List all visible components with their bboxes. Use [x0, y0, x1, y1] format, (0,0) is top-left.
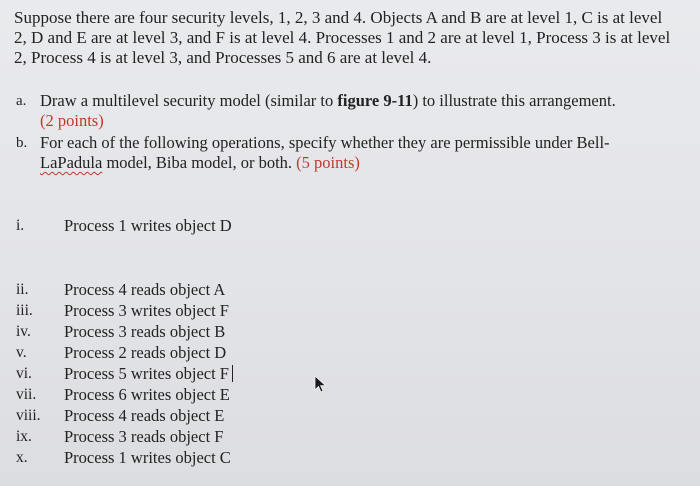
problem-statement: [14, 8, 700, 68]
question-a-marker: a.: [16, 93, 27, 109]
operation-number: viii.: [16, 407, 41, 424]
operation-number: iv.: [16, 323, 31, 340]
question-a-text-after: ) to illustrate this arrangement.: [412, 91, 616, 110]
operation-number: iii.: [16, 302, 33, 319]
question-a-text-before: Draw a multilevel security model (similar to: [40, 91, 338, 110]
operation-text: Process 4 reads object E: [64, 406, 225, 425]
operation-number: x.: [16, 449, 28, 466]
problem-line-2: 2, D and E are at level 3, and F is at level 4. Processes 1 and 2 are at level 1, Process 3 is at level: [14, 28, 671, 47]
text-caret-icon: [232, 365, 233, 382]
operation-text: Process 6 writes object E: [64, 385, 230, 404]
operation-text: Process 1 writes object D: [64, 216, 232, 235]
operation-number: vii.: [16, 386, 37, 403]
operation-number: i.: [16, 217, 25, 234]
operation-text: Process 3 writes object F: [64, 301, 229, 320]
operation-number: v.: [16, 344, 27, 361]
operation-number: ix.: [16, 428, 32, 445]
figure-reference: figure 9-11: [337, 91, 413, 110]
operation-text: Process 3 reads object B: [64, 322, 226, 341]
operation-text: Process 1 writes object C: [64, 448, 231, 467]
mouse-pointer-icon: [314, 375, 328, 393]
question-b-points: (5 points): [296, 153, 360, 172]
operation-text-editing[interactable]: [64, 363, 233, 384]
question-a-points: (2 points): [40, 111, 104, 130]
question-a-text: [40, 91, 616, 111]
problem-line-1: Suppose there are four security levels, 1, 2, 3 and 4. Objects A and B are at level 1, C is at level: [14, 8, 663, 27]
operation-number: ii.: [16, 281, 29, 298]
problem-line-3: 2, Process 4 is at level 3, and Processes 5 and 6 are at level 4.: [14, 48, 432, 67]
operation-number: vi.: [16, 365, 32, 382]
question-b-line-1: For each of the following operations, specify whether they are permissible under Bell-: [40, 133, 610, 152]
operation-text: Process 5 writes object F: [64, 364, 229, 383]
operation-text: Process 3 reads object F: [64, 427, 224, 446]
lapadula-spellcheck: LaPadula: [40, 153, 103, 172]
operation-text: Process 2 reads object D: [64, 343, 227, 362]
question-b-line-2: [40, 153, 360, 173]
question-b-marker: b.: [16, 135, 28, 151]
question-b-line-2-rest: model, Biba model, or both.: [102, 153, 297, 172]
operation-text: Process 4 reads object A: [64, 280, 226, 299]
